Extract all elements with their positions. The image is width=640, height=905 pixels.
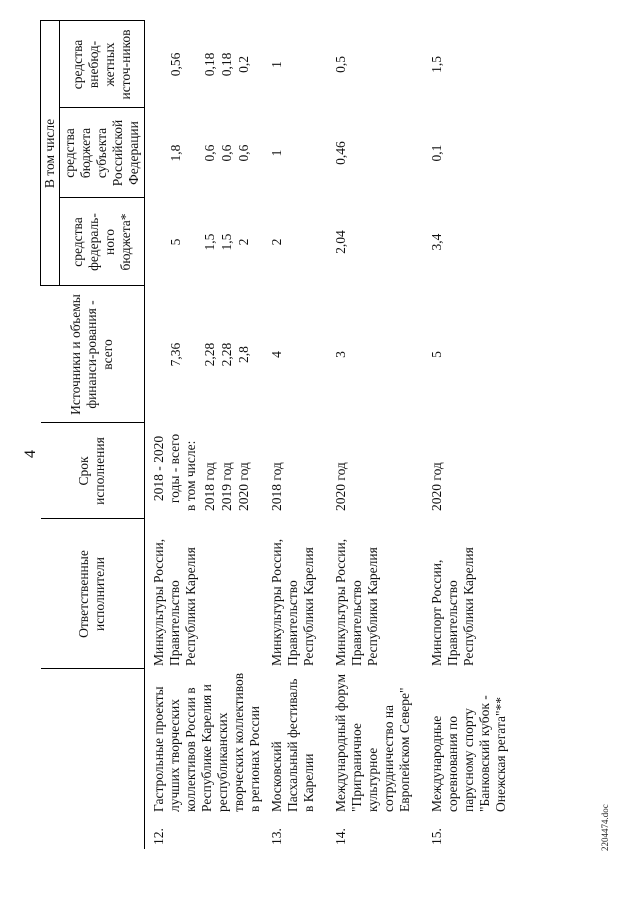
- row-responsible: Минкультуры России, Правительство Республики Карелия: [269, 538, 316, 666]
- row-regional: 0,1: [429, 144, 444, 162]
- subrow-federal: 1,5: [201, 233, 217, 251]
- subrow-total: 2,8: [235, 346, 251, 363]
- row-extra: 1,5: [429, 56, 444, 73]
- row-event-name: Международные соревнования по парусному спорту "Банковский кубок - Онежская регата"**: [429, 695, 508, 812]
- row-term-total: 2018 - 2020 годы - всего: [151, 433, 182, 504]
- row-number: 14.: [333, 828, 348, 845]
- subrow-regional: 0,6: [218, 144, 234, 162]
- subrow-term: 2020 год: [235, 462, 251, 511]
- footer-doc-code: 2204474.doc: [600, 804, 610, 851]
- row-total: 4: [269, 351, 284, 358]
- table-row: [145, 21, 202, 849]
- subrow-federal: 1,5: [218, 233, 234, 251]
- row-total: 5: [429, 351, 444, 358]
- financing-table: [40, 20, 509, 849]
- row-including-label: в том числе:: [183, 440, 198, 511]
- subrow-regional: 0,6: [235, 144, 251, 162]
- header-federal: средства федераль-ного бюджета*: [60, 198, 145, 286]
- row-federal: 2,04: [333, 230, 348, 254]
- page-number: 4: [22, 450, 39, 458]
- row-total: 7,36: [168, 342, 184, 367]
- row-regional: 1,8: [168, 144, 184, 162]
- header-term: Срок исполнения: [41, 423, 145, 519]
- row-federal: 3,4: [429, 233, 444, 251]
- table-row: [327, 21, 423, 849]
- row-federal: 5: [168, 238, 184, 246]
- row-responsible: Минспорт России, Правительство Республики Карелия: [429, 547, 476, 666]
- row-extra: 1: [269, 61, 284, 68]
- row-extra: 0,56: [168, 52, 184, 77]
- row-total: 3: [333, 351, 348, 358]
- header-responsible: Ответственные исполнители: [41, 519, 145, 669]
- header-blank: [41, 669, 145, 849]
- header-total: Источники и объемы финанси-рования - всего: [41, 286, 145, 423]
- row-event-name: Гастрольные проекты лучших творческих коллективов России в Республике Карелия и республиканских творческих коллективов в регионах России: [151, 672, 262, 812]
- subrow-term: 2019 год: [218, 462, 234, 511]
- subrow-regional: 0,6: [201, 144, 217, 162]
- subrow-total: 2,28: [218, 342, 234, 367]
- row-event-name: Международный форум "Приграничное культурное сотрудничество на Европейском Севере": [333, 673, 412, 812]
- row-number: 15.: [429, 828, 444, 845]
- row-term: 2020 год: [333, 462, 348, 511]
- row-extra: 0,5: [333, 56, 348, 73]
- header-regional: средства бюджета субъекта Российской Федерации: [60, 108, 145, 198]
- row-event-name: Московский Пасхальный фестиваль в Карелии: [269, 678, 316, 812]
- row-number: 12.: [151, 828, 166, 845]
- row-regional: 0,46: [333, 141, 348, 165]
- subrow-term: 2018 год: [201, 462, 217, 511]
- row-regional: 1: [269, 149, 284, 157]
- row-number: 13.: [269, 828, 284, 845]
- row-term: [145, 423, 202, 519]
- row-term: 2020 год: [429, 462, 444, 511]
- row-responsible: Минкультуры России, Правительство Республики Карелия: [333, 538, 380, 666]
- header-extra: средства внебюд-жетных источ-ников: [60, 21, 145, 108]
- row-federal: 2: [269, 238, 284, 246]
- subrow-extra: 0,2: [235, 56, 251, 73]
- table-row: [263, 21, 327, 849]
- row-term: 2018 год: [269, 462, 284, 511]
- header-including: В том числе: [41, 21, 60, 286]
- subrow-total: 2,28: [201, 342, 217, 367]
- subrow-federal: 2: [235, 238, 251, 246]
- subrow-extra: 0,18: [201, 52, 217, 77]
- subrow-extra: 0,18: [218, 52, 234, 77]
- table-header: [41, 21, 145, 849]
- table-row: [423, 21, 509, 849]
- row-responsible: Минкультуры России, Правительство Республики Карелия: [151, 538, 198, 666]
